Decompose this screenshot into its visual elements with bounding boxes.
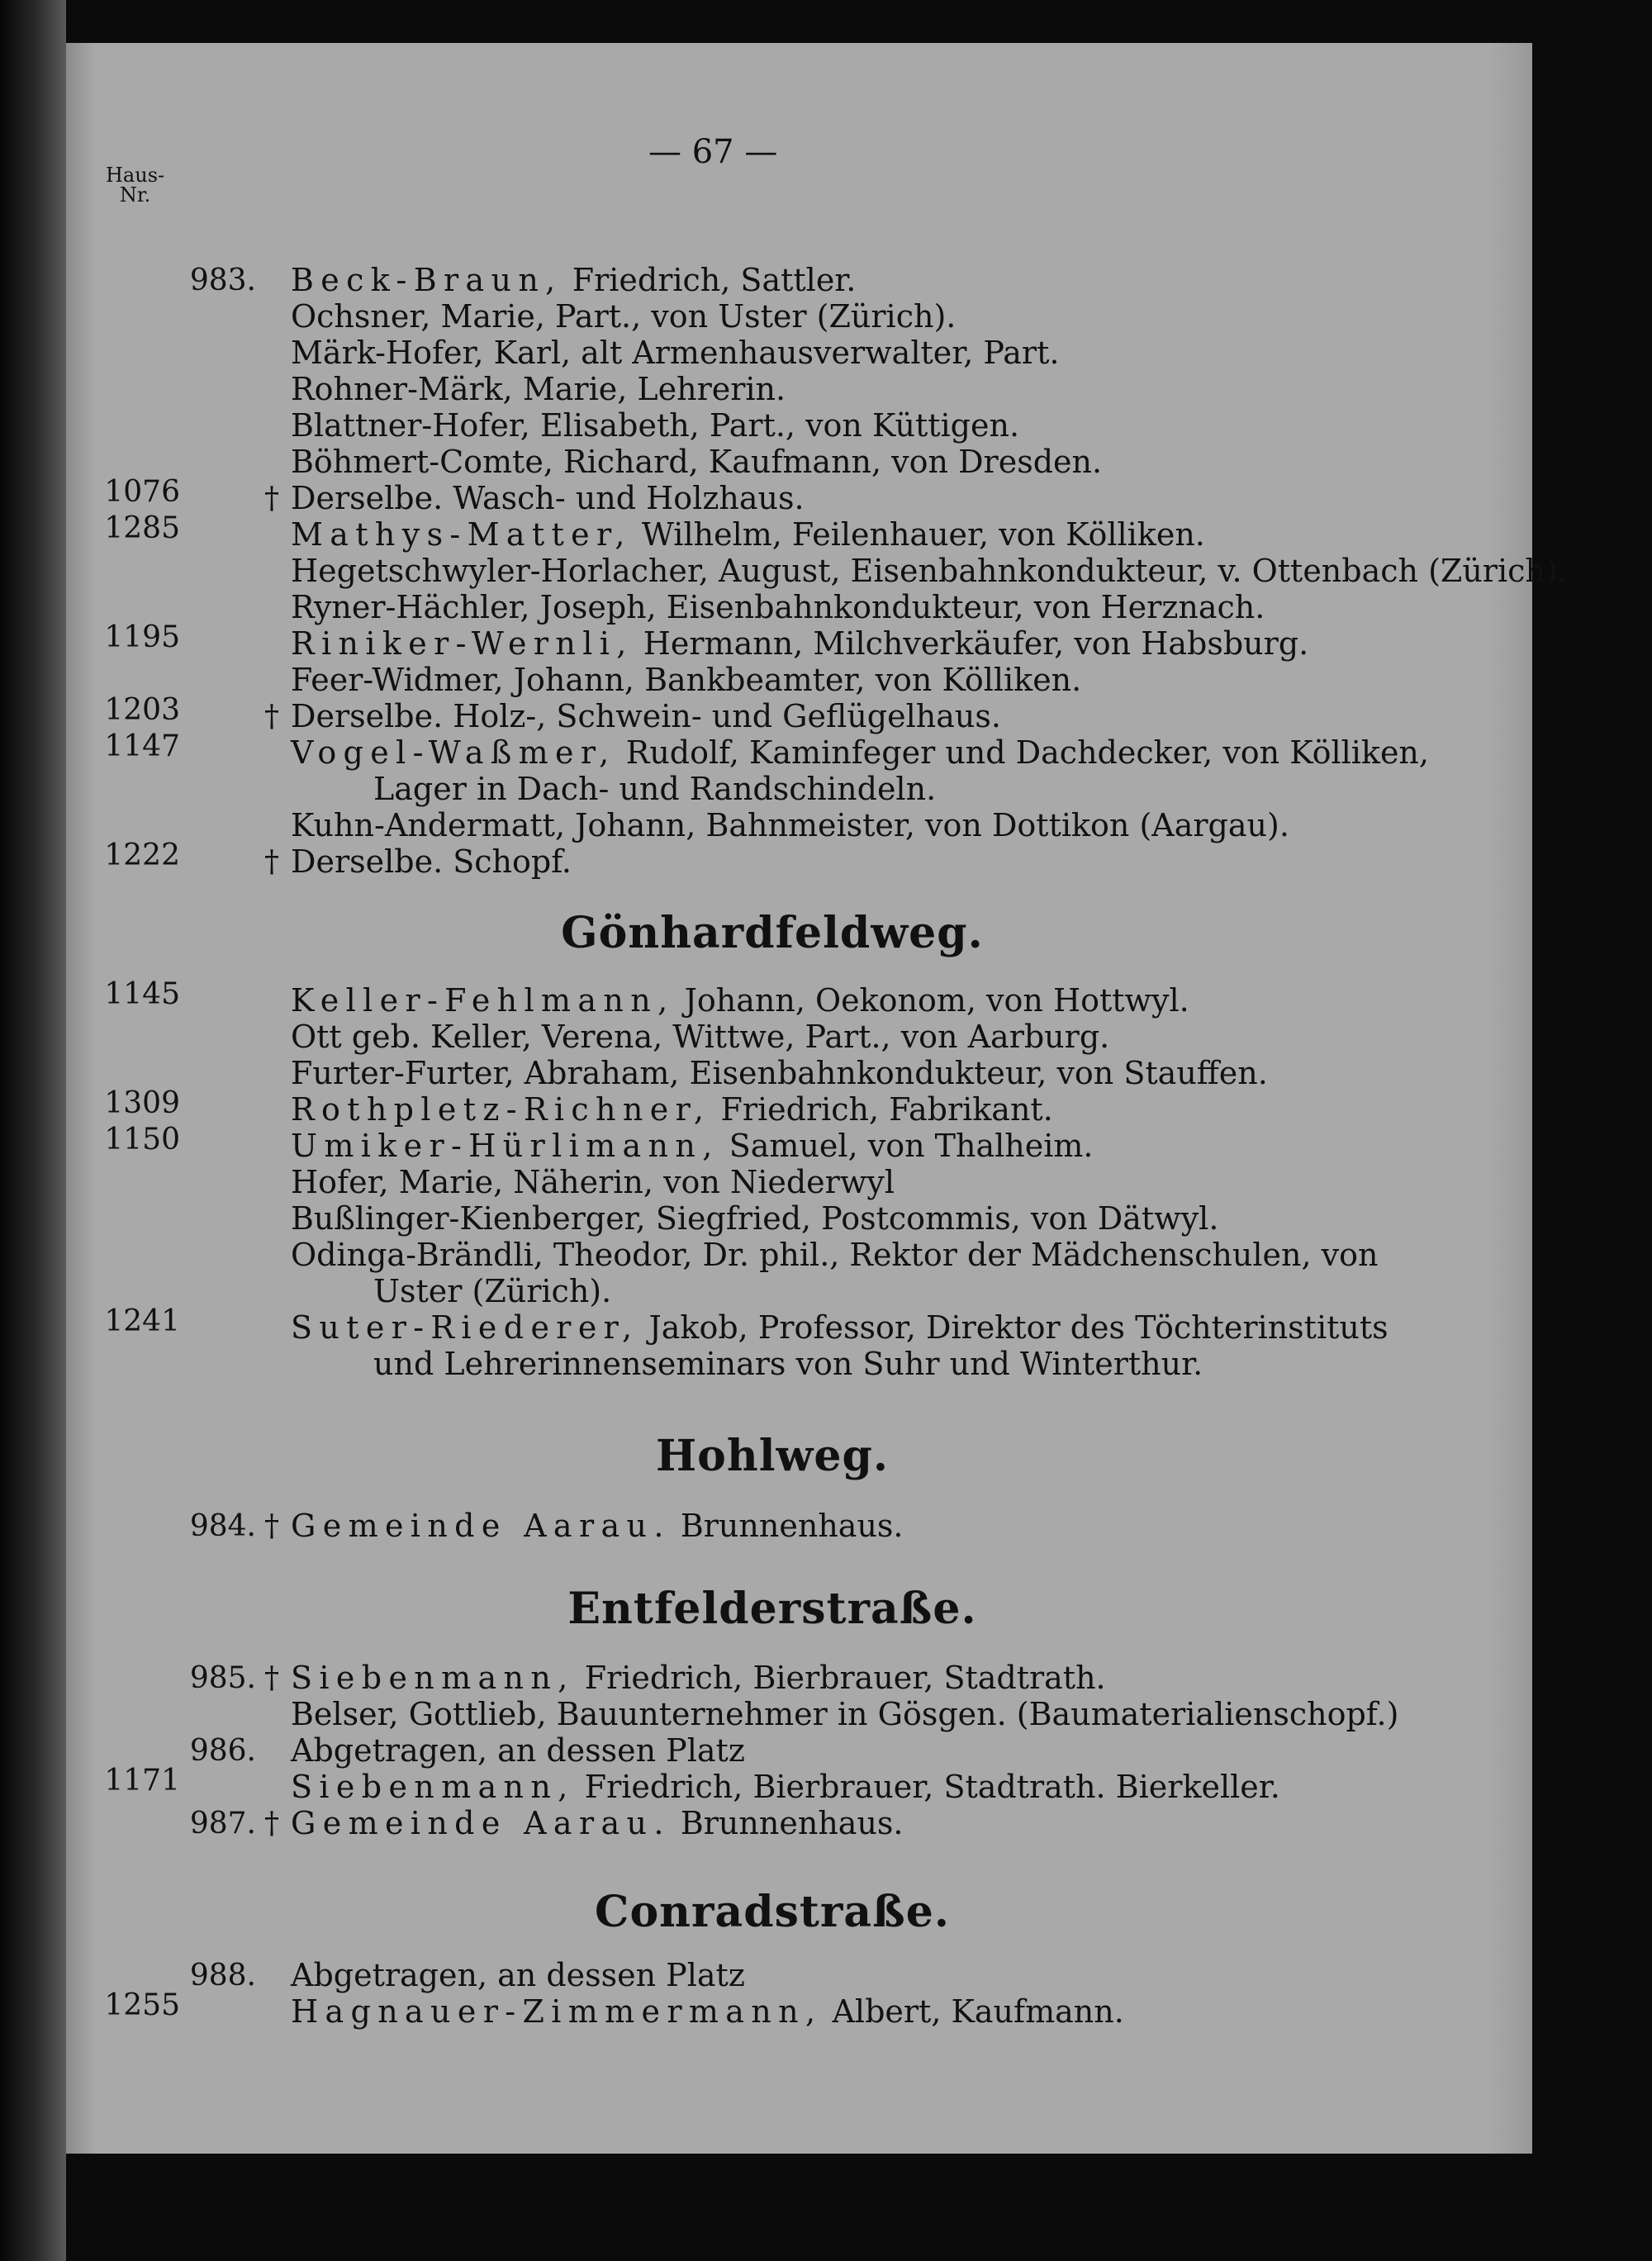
resident-name: Gemeinde Aarau. [291, 1805, 671, 1841]
directory-entry [291, 516, 1205, 553]
house-number: 986. [189, 1734, 256, 1768]
resident-name: Vogel-Waßmer, [291, 734, 616, 771]
house-number: 984. [189, 1509, 256, 1543]
directory-entry [291, 482, 805, 514]
house-number: 983. [189, 264, 256, 297]
sidebar-number: 1255 [104, 1988, 180, 2022]
directory-entry [291, 843, 572, 880]
resident-name: Rothpletz-Richner, [291, 1091, 711, 1128]
sidebar-number: 1171 [104, 1764, 180, 1798]
directory-entry [291, 407, 1020, 444]
entry-details: Brunnenhaus. [670, 1508, 904, 1544]
resident-name: Blattner-Hofer, Elisabeth, Part., von Küttigen. [291, 407, 1020, 444]
dagger-mark: † [264, 845, 279, 879]
directory-entry [291, 1091, 1053, 1128]
directory-entry [291, 373, 786, 405]
resident-name: Derselbe. Holz-, Schwein- und Geflügelhaus. [291, 698, 1001, 734]
resident-name: Riniker-Wernli, [291, 625, 634, 662]
directory-entry [291, 1239, 1378, 1271]
entry-details: Samuel, von Thalheim. [719, 1128, 1094, 1164]
directory-entry [291, 555, 1568, 587]
entry-details: Hermann, Milchverkäufer, von Habsburg. [633, 625, 1309, 662]
resident-name: Ryner-Hächler, Joseph, Eisenbahnkondukteur, von Herznach. [291, 589, 1265, 625]
resident-name: Suter-Riederer, [291, 1309, 639, 1346]
directory-entry [291, 591, 1265, 623]
directory-entry [291, 444, 1103, 480]
sidebar-number: 1285 [104, 511, 180, 545]
resident-name: Odinga-Brändli, Theodor, Dr. phil., Rektor der Mädchenschulen, von [291, 1237, 1379, 1273]
entry-details: Albert, Kaufmann. [822, 1993, 1124, 2030]
resident-name: Hagnauer-Zimmermann, [291, 1993, 823, 2030]
directory-entry [291, 807, 1289, 843]
directory-entry [291, 335, 1060, 371]
directory-entry [291, 1807, 904, 1839]
resident-name: Abgetragen, an dessen Platz [291, 1957, 745, 1993]
directory-entry [373, 1275, 611, 1307]
sidebar-number: 1222 [104, 838, 180, 872]
resident-name: und Lehrerinnenseminars von Suhr und Winterthur. [373, 1346, 1203, 1382]
directory-entry [291, 1959, 745, 1991]
sidebar-number: 1195 [104, 620, 180, 654]
directory-entry [291, 1508, 904, 1544]
sidebar-number: 1309 [104, 1086, 180, 1120]
resident-name: Kuhn-Andermatt, Johann, Bahnmeister, von Dottikon (Aargau). [291, 807, 1289, 843]
entry-details: Brunnenhaus. [670, 1805, 904, 1841]
directory-entry [291, 1019, 1110, 1055]
entry-details: Friedrich, Fabrikant. [710, 1091, 1053, 1128]
resident-name: Hofer, Marie, Näherin, von Niederwyl [291, 1164, 895, 1200]
dagger-mark: † [264, 1661, 279, 1695]
entry-details: Friedrich, Sattler. [562, 262, 857, 298]
resident-name: Furter-Furter, Abraham, Eisenbahnkondukteur, von Stauffen. [291, 1055, 1268, 1091]
resident-name: Feer-Widmer, Johann, Bankbeamter, von Kölliken. [291, 662, 1082, 698]
directory-entry [291, 1309, 1389, 1346]
directory-entry [291, 1993, 1124, 2030]
directory-entry [291, 1166, 895, 1198]
directory-entry [291, 664, 1081, 696]
resident-name: Derselbe. Wasch- und Holzhaus. [291, 480, 805, 516]
resident-name: Derselbe. Schopf. [291, 843, 572, 880]
sidebar-number: 1076 [104, 475, 180, 509]
street-heading: Hohlweg. [655, 1431, 889, 1481]
directory-entry [291, 734, 1429, 771]
resident-name: Uster (Zürich). [373, 1273, 612, 1309]
directory-entry [291, 625, 1309, 662]
dagger-mark: † [264, 700, 279, 734]
resident-name: Hegetschwyler-Horlacher, August, Eisenbahnkondukteur, v. Ottenbach (Zürich). [291, 553, 1568, 589]
resident-name: Keller-Fehlmann, [291, 982, 675, 1019]
page-content [66, 43, 1568, 2154]
entry-details: Wilhelm, Feilenhauer, von Kölliken. [631, 516, 1205, 553]
resident-name: Beck-Braun, [291, 262, 563, 298]
sidebar-number: 1145 [104, 977, 180, 1011]
resident-name: Siebenmann, [291, 1769, 575, 1805]
resident-name: Märk-Hofer, Karl, alt Armenhausverwalter, Part. [291, 335, 1060, 371]
directory-entry [291, 1732, 745, 1769]
directory-entry [291, 1200, 1219, 1237]
directory-entry [373, 1348, 1203, 1380]
dagger-mark: † [264, 1807, 279, 1841]
street-heading: Gönhardfeldweg. [561, 908, 984, 958]
directory-entry [291, 1057, 1268, 1089]
resident-name: Siebenmann, [291, 1660, 575, 1696]
directory-entry [291, 264, 856, 296]
page-number: — 67 — [648, 133, 778, 171]
directory-entry [291, 1771, 1280, 1803]
entry-details: Friedrich, Bierbrauer, Stadtrath. [574, 1660, 1106, 1696]
directory-entry [291, 982, 1189, 1019]
street-heading: Entfelderstraße. [567, 1584, 977, 1634]
resident-name: Umiker-Hürlimann, [291, 1128, 719, 1164]
resident-name: Belser, Gottlieb, Bauunternehmer in Gösgen. (Baumaterialienschopf.) [291, 1696, 1399, 1732]
resident-name: Rohner-Märk, Marie, Lehrerin. [291, 371, 786, 407]
house-number: 987. [189, 1807, 256, 1841]
directory-entry [291, 698, 1001, 734]
house-number-label: Haus- Nr. [106, 164, 165, 207]
resident-name: Ott geb. Keller, Verena, Wittwe, Part., von Aarburg. [291, 1019, 1110, 1055]
directory-entry [291, 298, 957, 335]
dagger-mark: † [264, 482, 279, 515]
entry-details: Jakob, Professor, Direktor des Töchterinstituts [638, 1309, 1389, 1346]
sidebar-number: 1241 [104, 1304, 180, 1338]
house-number: 985. [189, 1661, 256, 1695]
directory-entry [291, 1128, 1094, 1164]
directory-page [66, 43, 1568, 2154]
resident-name: Lager in Dach- und Randschindeln. [373, 771, 937, 807]
resident-name: Bußlinger-Kienberger, Siegfried, Postcommis, von Dätwyl. [291, 1200, 1219, 1237]
resident-name: Abgetragen, an dessen Platz [291, 1732, 745, 1769]
resident-name: Gemeinde Aarau. [291, 1508, 671, 1544]
street-heading: Conradstraße. [595, 1887, 950, 1937]
directory-entry [373, 773, 936, 805]
dagger-mark: † [264, 1509, 279, 1543]
entry-details: Rudolf, Kaminfeger und Dachdecker, von Kölliken, [615, 734, 1429, 771]
house-number: 988. [189, 1959, 256, 1993]
resident-name: Ochsner, Marie, Part., von Uster (Zürich). [291, 298, 957, 335]
sidebar-number: 1203 [104, 693, 180, 727]
resident-name: Böhmert-Comte, Richard, Kaufmann, von Dresden. [291, 444, 1103, 480]
sidebar-number: 1150 [104, 1123, 180, 1157]
sidebar-number: 1147 [104, 729, 180, 763]
entry-details: Johann, Oekonom, von Hottwyl. [674, 982, 1189, 1019]
directory-entry [291, 1698, 1398, 1730]
entry-details: Friedrich, Bierbrauer, Stadtrath. Bierkeller. [574, 1769, 1280, 1805]
directory-entry [291, 1660, 1106, 1696]
resident-name: Mathys-Matter, [291, 516, 632, 553]
